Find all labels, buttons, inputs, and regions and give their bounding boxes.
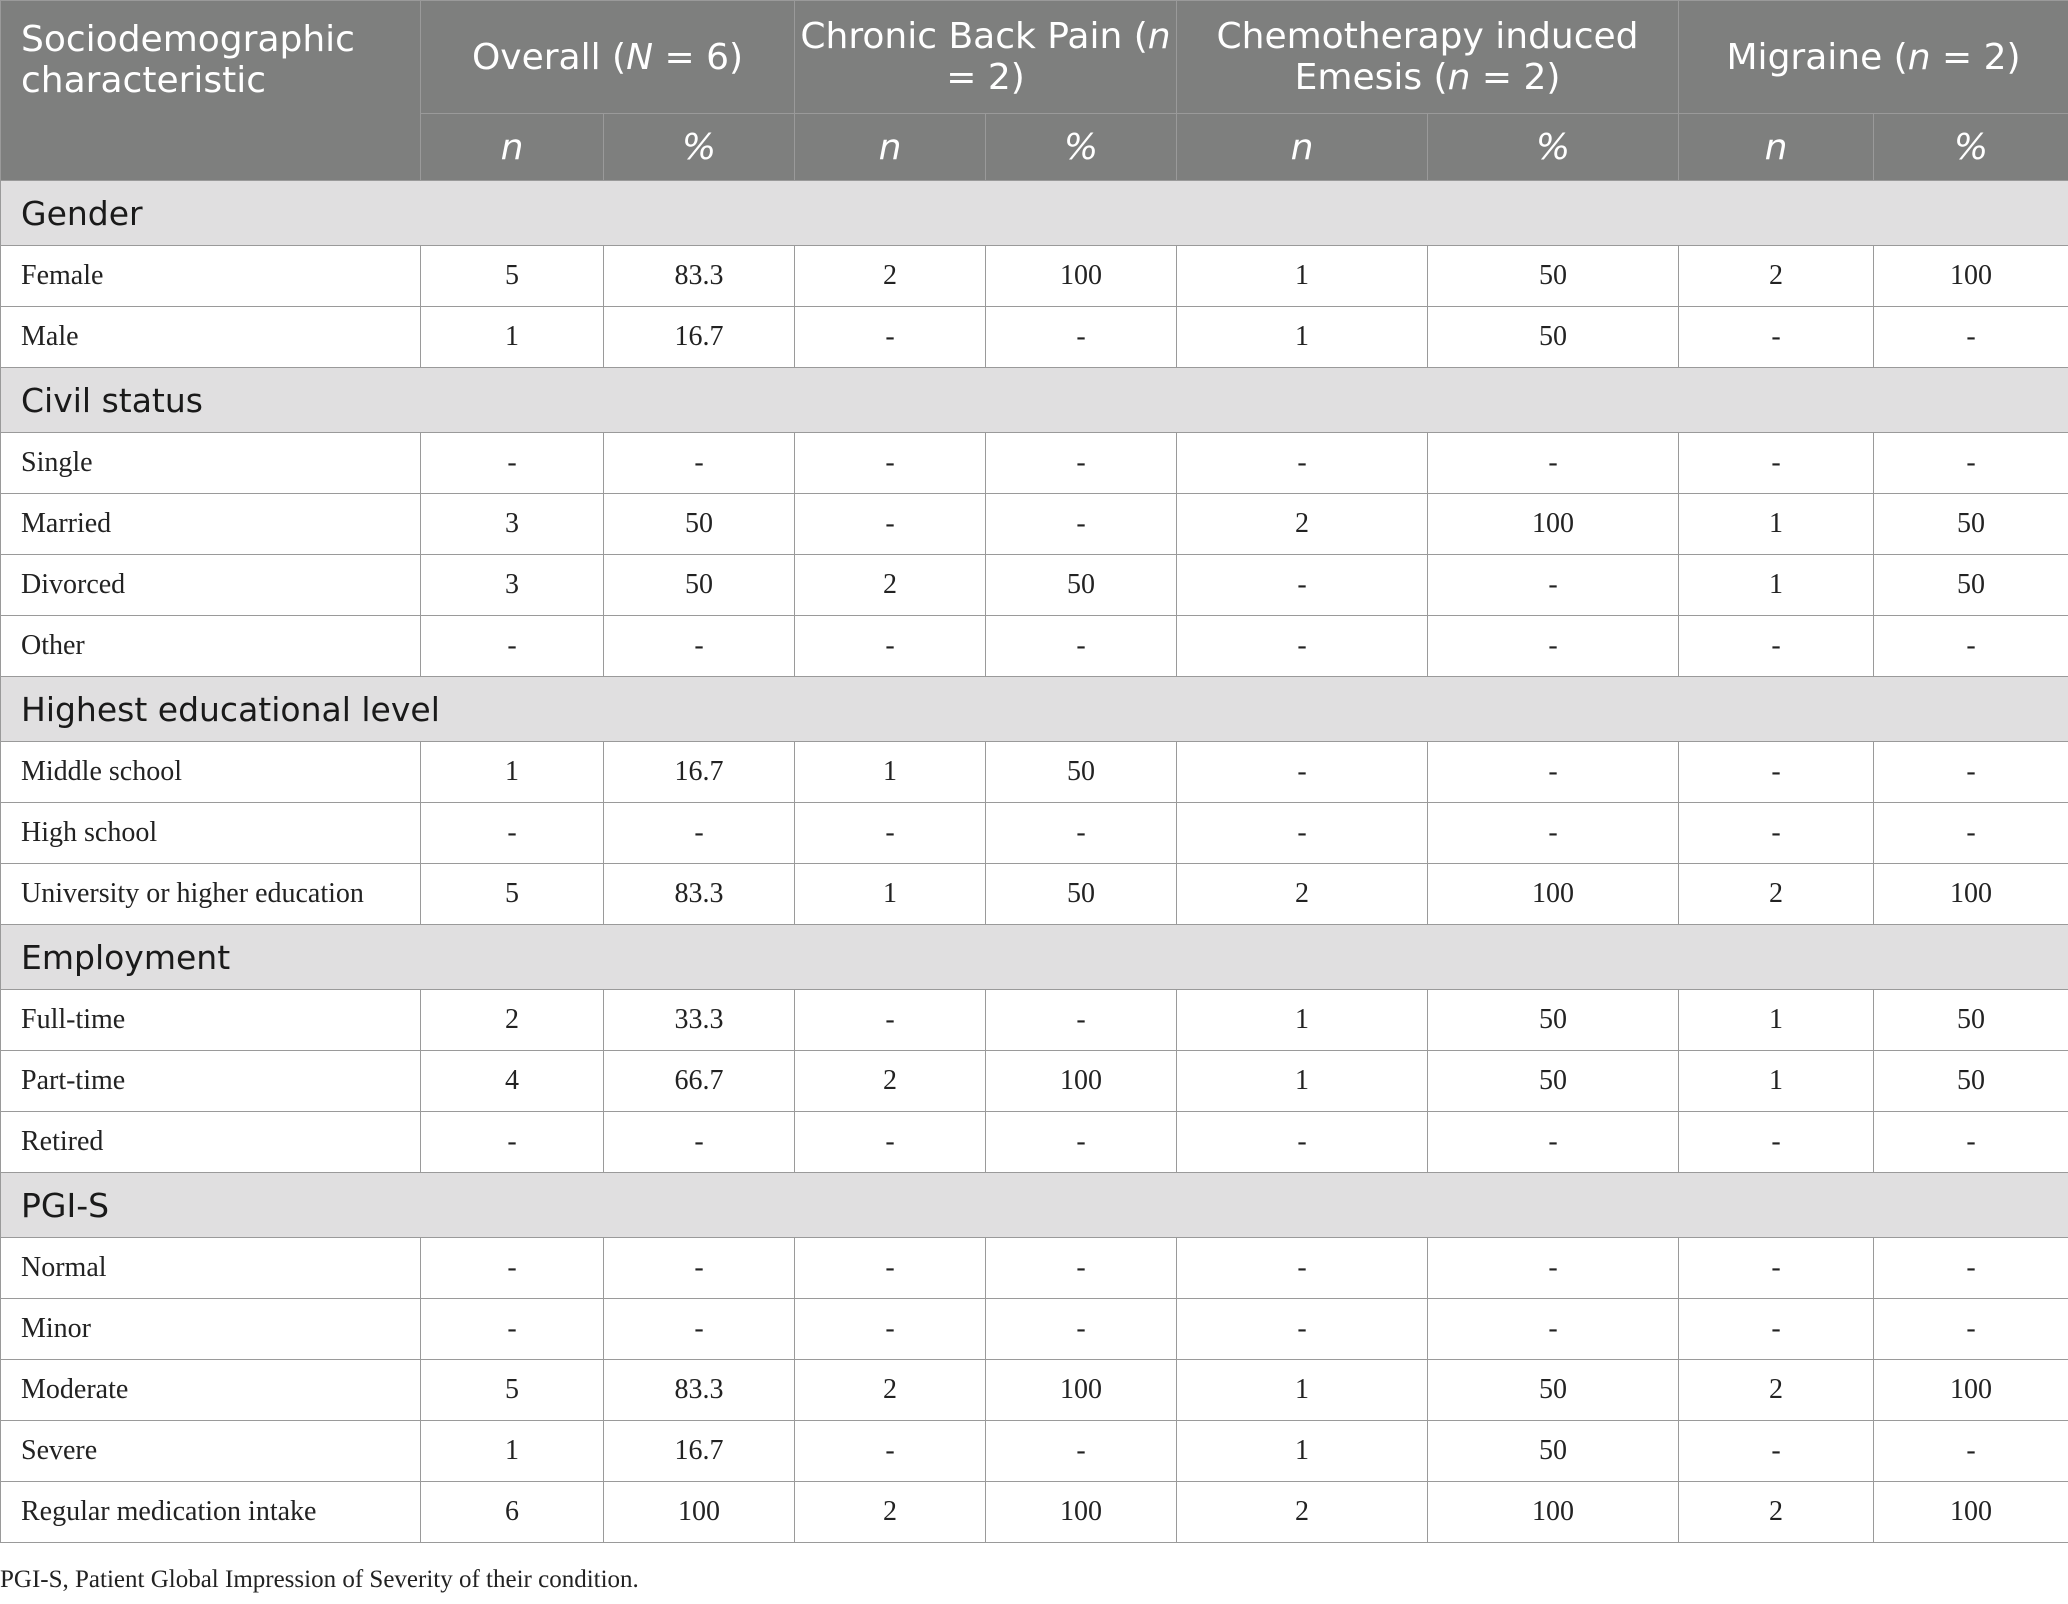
row-label: High school [1,803,421,864]
cell-count: - [421,616,604,677]
group-header-overall: Overall (N = 6) [421,1,795,114]
cell-percent: 33.3 [604,990,795,1051]
cell-count: - [1679,1299,1874,1360]
cell-percent: 100 [1428,494,1679,555]
cell-percent: 50 [1428,1051,1679,1112]
cell-count: 1 [795,864,986,925]
cell-percent: 50 [1874,555,2068,616]
cell-count: 2 [1177,864,1428,925]
section-header-row [1,677,2068,742]
cell-count: 1 [1177,1421,1428,1482]
cell-percent: - [1874,616,2068,677]
cell-count: 1 [1177,1360,1428,1421]
cell-count: - [1177,742,1428,803]
cell-percent: 16.7 [604,742,795,803]
cell-count: 1 [1177,1051,1428,1112]
header-row [1,1,2068,114]
cell-count: - [1177,433,1428,494]
table-row [1,307,2068,368]
cell-count: - [1177,803,1428,864]
cell-count: 1 [1679,555,1874,616]
cell-count: - [1177,616,1428,677]
group-header-chemotherapy-emesis: Chemotherapy induced Emesis (n = 2) [1177,1,1679,114]
table-row [1,246,2068,307]
cell-percent: - [604,433,795,494]
cell-percent: 100 [986,1051,1177,1112]
cell-percent: 50 [986,555,1177,616]
cell-count: - [1679,433,1874,494]
cell-percent: 100 [1428,864,1679,925]
cell-count: 2 [795,1482,986,1543]
cell-count: - [1679,742,1874,803]
cell-percent: - [986,1112,1177,1173]
cell-percent: - [1874,742,2068,803]
cell-count: 1 [421,1421,604,1482]
cell-percent: - [1428,1112,1679,1173]
cell-percent: 50 [1428,246,1679,307]
cell-count: - [1679,803,1874,864]
cell-percent: 66.7 [604,1051,795,1112]
group-header-chronic-back-pain: Chronic Back Pain (n = 2) [795,1,1177,114]
section-header-row [1,925,2068,990]
table-row [1,1112,2068,1173]
cell-count: - [795,494,986,555]
cell-percent: 100 [1874,246,2068,307]
cell-count: - [795,433,986,494]
table-row [1,1421,2068,1482]
row-label: Married [1,494,421,555]
section-title: PGI-S [1,1173,2068,1238]
cell-percent: - [986,1299,1177,1360]
table-row [1,1360,2068,1421]
table-row [1,555,2068,616]
section-title: Civil status [1,368,2068,433]
cell-count: - [421,1112,604,1173]
cell-count: - [1679,1238,1874,1299]
section-header-row [1,181,2068,246]
subheader-n: n [1679,114,1874,181]
cell-percent: 83.3 [604,246,795,307]
cell-percent: - [986,494,1177,555]
section-title: Gender [1,181,2068,246]
cell-percent: - [1874,1112,2068,1173]
row-label: Single [1,433,421,494]
section-header-row [1,368,2068,433]
cell-percent: 16.7 [604,307,795,368]
table-row [1,616,2068,677]
cell-percent: 100 [604,1482,795,1543]
cell-count: - [1177,1299,1428,1360]
section-title: Employment [1,925,2068,990]
cell-count: 2 [795,1360,986,1421]
cell-percent: - [1428,555,1679,616]
subheader-n: n [421,114,604,181]
cell-percent: 50 [986,864,1177,925]
cell-percent: - [604,1112,795,1173]
row-label: University or higher education [1,864,421,925]
cell-percent: - [1874,1421,2068,1482]
table-row [1,433,2068,494]
cell-percent: 100 [1428,1482,1679,1543]
cell-count: - [1679,616,1874,677]
cell-percent: 50 [1428,1360,1679,1421]
cell-count: - [795,307,986,368]
cell-percent: 100 [986,246,1177,307]
section-title: Highest educational level [1,677,2068,742]
cell-count: 1 [1679,990,1874,1051]
cell-count: - [795,1421,986,1482]
cell-count: 1 [1679,1051,1874,1112]
cell-count: 3 [421,555,604,616]
cell-percent: 100 [986,1360,1177,1421]
cell-count: 3 [421,494,604,555]
cell-percent: - [1428,1299,1679,1360]
row-label: Middle school [1,742,421,803]
cell-percent: - [604,1299,795,1360]
cell-count: - [795,1238,986,1299]
table-row [1,742,2068,803]
subheader-percent: % [604,114,795,181]
cell-percent: 50 [1874,1051,2068,1112]
cell-count: - [1679,1112,1874,1173]
table-row [1,803,2068,864]
subheader-n: n [1177,114,1428,181]
cell-percent: - [604,1238,795,1299]
cell-percent: - [986,433,1177,494]
cell-percent: - [1428,433,1679,494]
row-label: Normal [1,1238,421,1299]
table-row [1,990,2068,1051]
table-row [1,864,2068,925]
cell-percent: - [1428,1238,1679,1299]
cell-count: 4 [421,1051,604,1112]
cell-count: 5 [421,1360,604,1421]
cell-count: 6 [421,1482,604,1543]
row-label: Moderate [1,1360,421,1421]
cell-count: 2 [795,246,986,307]
subheader-n: n [795,114,986,181]
cell-count: - [795,1299,986,1360]
table-row [1,494,2068,555]
row-label: Female [1,246,421,307]
cell-count: 1 [1177,307,1428,368]
cell-percent: - [986,616,1177,677]
cell-percent: - [1874,307,2068,368]
cell-percent: 100 [1874,1482,2068,1543]
cell-count: - [795,990,986,1051]
cell-percent: - [1874,1238,2068,1299]
cell-count: 5 [421,864,604,925]
table-row [1,1238,2068,1299]
cell-percent: - [1428,742,1679,803]
cell-count: 2 [795,1051,986,1112]
section-header-row [1,1173,2068,1238]
cell-count: 1 [1177,246,1428,307]
cell-percent: - [1874,433,2068,494]
cell-count: 1 [1177,990,1428,1051]
cell-count: - [1679,1421,1874,1482]
cell-count: 1 [1679,494,1874,555]
cell-percent: 50 [986,742,1177,803]
subheader-percent: % [986,114,1177,181]
cell-count: 2 [421,990,604,1051]
row-label: Minor [1,1299,421,1360]
table-row [1,1051,2068,1112]
cell-count: 2 [1679,246,1874,307]
row-label: Regular medication intake [1,1482,421,1543]
row-label: Severe [1,1421,421,1482]
cell-count: - [795,616,986,677]
row-label: Other [1,616,421,677]
footnote: PGI-S, Patient Global Impression of Severity of their condition. [0,1566,639,1593]
row-label: Full-time [1,990,421,1051]
cell-count: 1 [421,307,604,368]
cell-count: - [1177,1112,1428,1173]
row-label: Retired [1,1112,421,1173]
cell-count: - [421,433,604,494]
cell-percent: - [986,990,1177,1051]
cell-percent: - [986,1238,1177,1299]
row-label: Male [1,307,421,368]
cell-percent: - [986,307,1177,368]
cell-percent: 50 [1874,990,2068,1051]
characteristic-header: Sociodemographic characteristic [1,1,421,181]
subheader-percent: % [1874,114,2068,181]
cell-count: - [1177,555,1428,616]
table-row [1,1299,2068,1360]
cell-count: 1 [795,742,986,803]
cell-count: - [1679,307,1874,368]
cell-count: 1 [421,742,604,803]
cell-percent: - [986,803,1177,864]
cell-count: - [1177,1238,1428,1299]
cell-percent: - [604,616,795,677]
subheader-percent: % [1428,114,1679,181]
cell-count: 5 [421,246,604,307]
cell-percent: - [986,1421,1177,1482]
cell-percent: 100 [1874,1360,2068,1421]
cell-percent: 50 [1428,1421,1679,1482]
cell-percent: 50 [1428,990,1679,1051]
cell-count: 2 [1679,1482,1874,1543]
cell-count: - [421,803,604,864]
cell-count: - [421,1238,604,1299]
cell-percent: 50 [604,555,795,616]
cell-percent: 100 [1874,864,2068,925]
cell-percent: 83.3 [604,1360,795,1421]
cell-percent: - [1428,803,1679,864]
cell-percent: - [1874,1299,2068,1360]
cell-percent: 16.7 [604,1421,795,1482]
table-row [1,1482,2068,1543]
cell-count: 2 [1177,1482,1428,1543]
cell-count: 2 [1679,864,1874,925]
cell-percent: - [604,803,795,864]
cell-percent: - [1874,803,2068,864]
group-header-migraine: Migraine (n = 2) [1679,1,2068,114]
cell-count: 2 [1177,494,1428,555]
row-label: Divorced [1,555,421,616]
cell-count: - [421,1299,604,1360]
cell-percent: 83.3 [604,864,795,925]
cell-count: 2 [795,555,986,616]
cell-count: - [795,803,986,864]
cell-count: 2 [1679,1360,1874,1421]
cell-percent: - [1428,616,1679,677]
row-label: Part-time [1,1051,421,1112]
table-body [1,181,2068,1543]
cell-count: - [795,1112,986,1173]
cell-percent: 100 [986,1482,1177,1543]
cell-percent: 50 [604,494,795,555]
cell-percent: 50 [1874,494,2068,555]
cell-percent: 50 [1428,307,1679,368]
